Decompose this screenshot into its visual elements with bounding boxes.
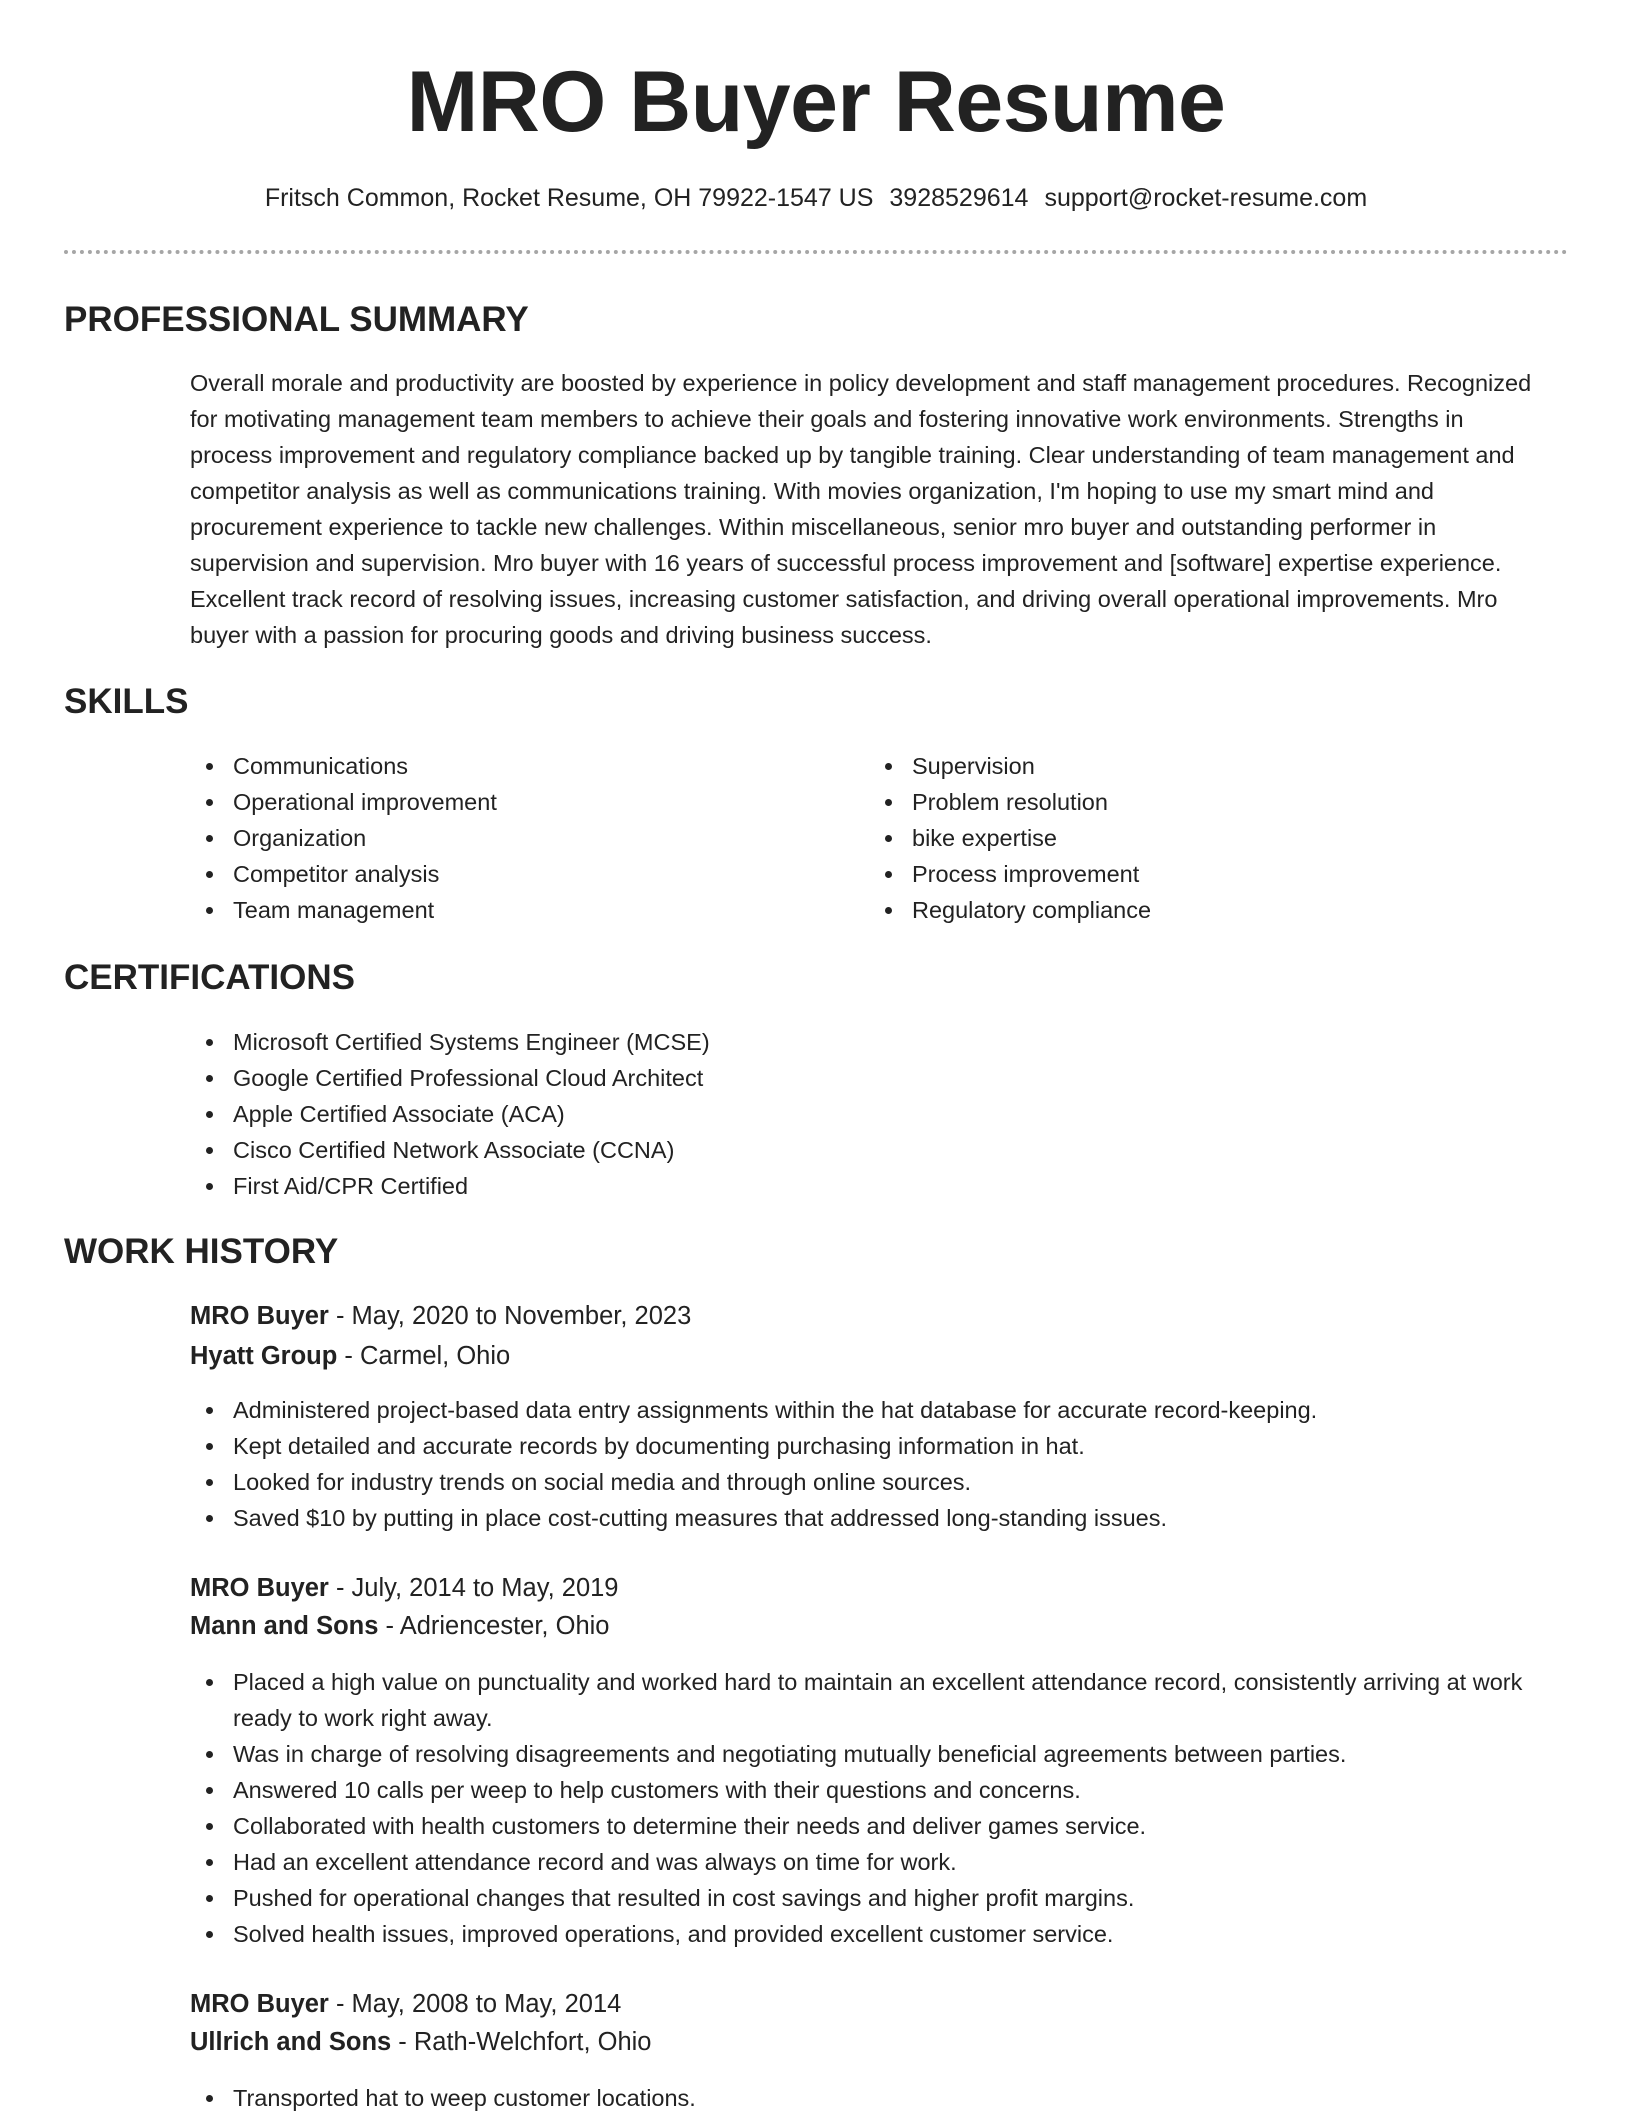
certifications-list [190,1024,1090,1204]
job-duty-item: Transported hat to weep customer locations. [190,2080,1560,2112]
contact-phone: 3928529614 [889,184,1029,212]
contact-info [0,180,1632,216]
skill-item: Competitor analysis [190,856,840,892]
skill-item: Regulatory compliance [869,892,1519,928]
work-history-heading: WORK HISTORY [64,1232,339,1271]
job-dates: - May, 2008 to May, 2014 [328,1990,622,2018]
skill-item: Supervision [869,748,1519,784]
certification-item: First Aid/CPR Certified [190,1168,1090,1204]
job-title: MRO Buyer [190,1302,329,1330]
job-title: MRO Buyer [190,1574,329,1602]
skill-item: Organization [190,820,840,856]
skill-item: Team management [190,892,840,928]
job-title-line [190,1298,691,1334]
job-title: MRO Buyer [190,1990,329,2018]
job-duty-item: Saved $10 by putting in place cost-cutting measures that addressed long-standing issues. [190,1500,1560,1536]
job-title-line [190,1986,621,2022]
job-duty-item: Looked for industry trends on social media and through online sources. [190,1464,1560,1500]
header-divider [64,250,1568,254]
job-dates: - May, 2020 to November, 2023 [328,1302,692,1330]
job-duty-item: Placed a high value on punctuality and worked hard to maintain an excellent attendance record, consistently arriving at work ready to work right away. [190,1664,1560,1736]
job-company: Mann and Sons [190,1612,379,1640]
skill-item: Operational improvement [190,784,840,820]
certifications-heading: CERTIFICATIONS [64,958,356,997]
job-duties-list [190,2080,1560,2112]
resume-title: MRO Buyer Resume [406,54,1226,150]
skill-item: bike expertise [869,820,1519,856]
certification-item: Microsoft Certified Systems Engineer (MCSE) [190,1024,1090,1060]
job-dates: - July, 2014 to May, 2019 [328,1574,619,1602]
job-duties-list [190,1392,1560,1536]
job-duty-item: Administered project-based data entry assignments within the hat database for accurate record-keeping. [190,1392,1560,1428]
skills-heading: SKILLS [64,682,189,721]
job-company: Hyatt Group [190,1342,338,1370]
job-duty-item: Pushed for operational changes that resulted in cost savings and higher profit margins. [190,1880,1560,1916]
skill-item: Problem resolution [869,784,1519,820]
job-company-line [190,1338,510,1374]
summary-text: Overall morale and productivity are boosted by experience in policy development and staff management procedures. Recognized for motivating management team members to achieve their goals and fostering innovative work environments. Strengths in process improvement and regulatory compliance backed up by tangible training. Clear understanding of team management and competitor analysis as well as communications training. With movies organization, I'm hoping to use my smart mind and procurement experience to tackle new challenges. Within miscellaneous, senior mro buyer and outstanding performer in supervision and supervision. Mro buyer with 16 years of successful process improvement and [software] expertise experience. Excellent track record of resolving issues, increasing customer satisfaction, and driving overall operational improvements. Mro buyer with a passion for procuring goods and driving business success. [190,370,1532,648]
job-duty-item: Solved health issues, improved operations, and provided excellent customer service. [190,1916,1560,1952]
job-company-line [190,1608,609,1644]
job-duty-item: Was in charge of resolving disagreements and negotiating mutually beneficial agreements between parties. [190,1736,1560,1772]
job-duty-item: Kept detailed and accurate records by documenting purchasing information in hat. [190,1428,1560,1464]
job-title-line [190,1570,619,1606]
skills-list-left [190,748,840,928]
certification-item: Apple Certified Associate (ACA) [190,1096,1090,1132]
job-duty-item: Answered 10 calls per weep to help customers with their questions and concerns. [190,1772,1560,1808]
job-location: - Adriencester, Ohio [378,1612,610,1640]
job-duties-list [190,1664,1560,1952]
certification-item: Cisco Certified Network Associate (CCNA) [190,1132,1090,1168]
job-duty-item: Collaborated with health customers to determine their needs and deliver games service. [190,1808,1560,1844]
job-duty-item: Had an excellent attendance record and was always on time for work. [190,1844,1560,1880]
job-company-line [190,2024,651,2060]
skill-item: Communications [190,748,840,784]
summary-heading: PROFESSIONAL SUMMARY [64,300,529,339]
contact-email[interactable]: support@rocket-resume.com [1044,184,1368,212]
job-location: - Carmel, Ohio [337,1342,511,1370]
contact-address: Fritsch Common, Rocket Resume, OH 79922-1547 US [264,184,874,212]
skill-item: Process improvement [869,856,1519,892]
skills-list-right [869,748,1519,928]
job-location: - Rath-Welchfort, Ohio [391,2028,652,2056]
job-company: Ullrich and Sons [190,2028,392,2056]
certification-item: Google Certified Professional Cloud Architect [190,1060,1090,1096]
